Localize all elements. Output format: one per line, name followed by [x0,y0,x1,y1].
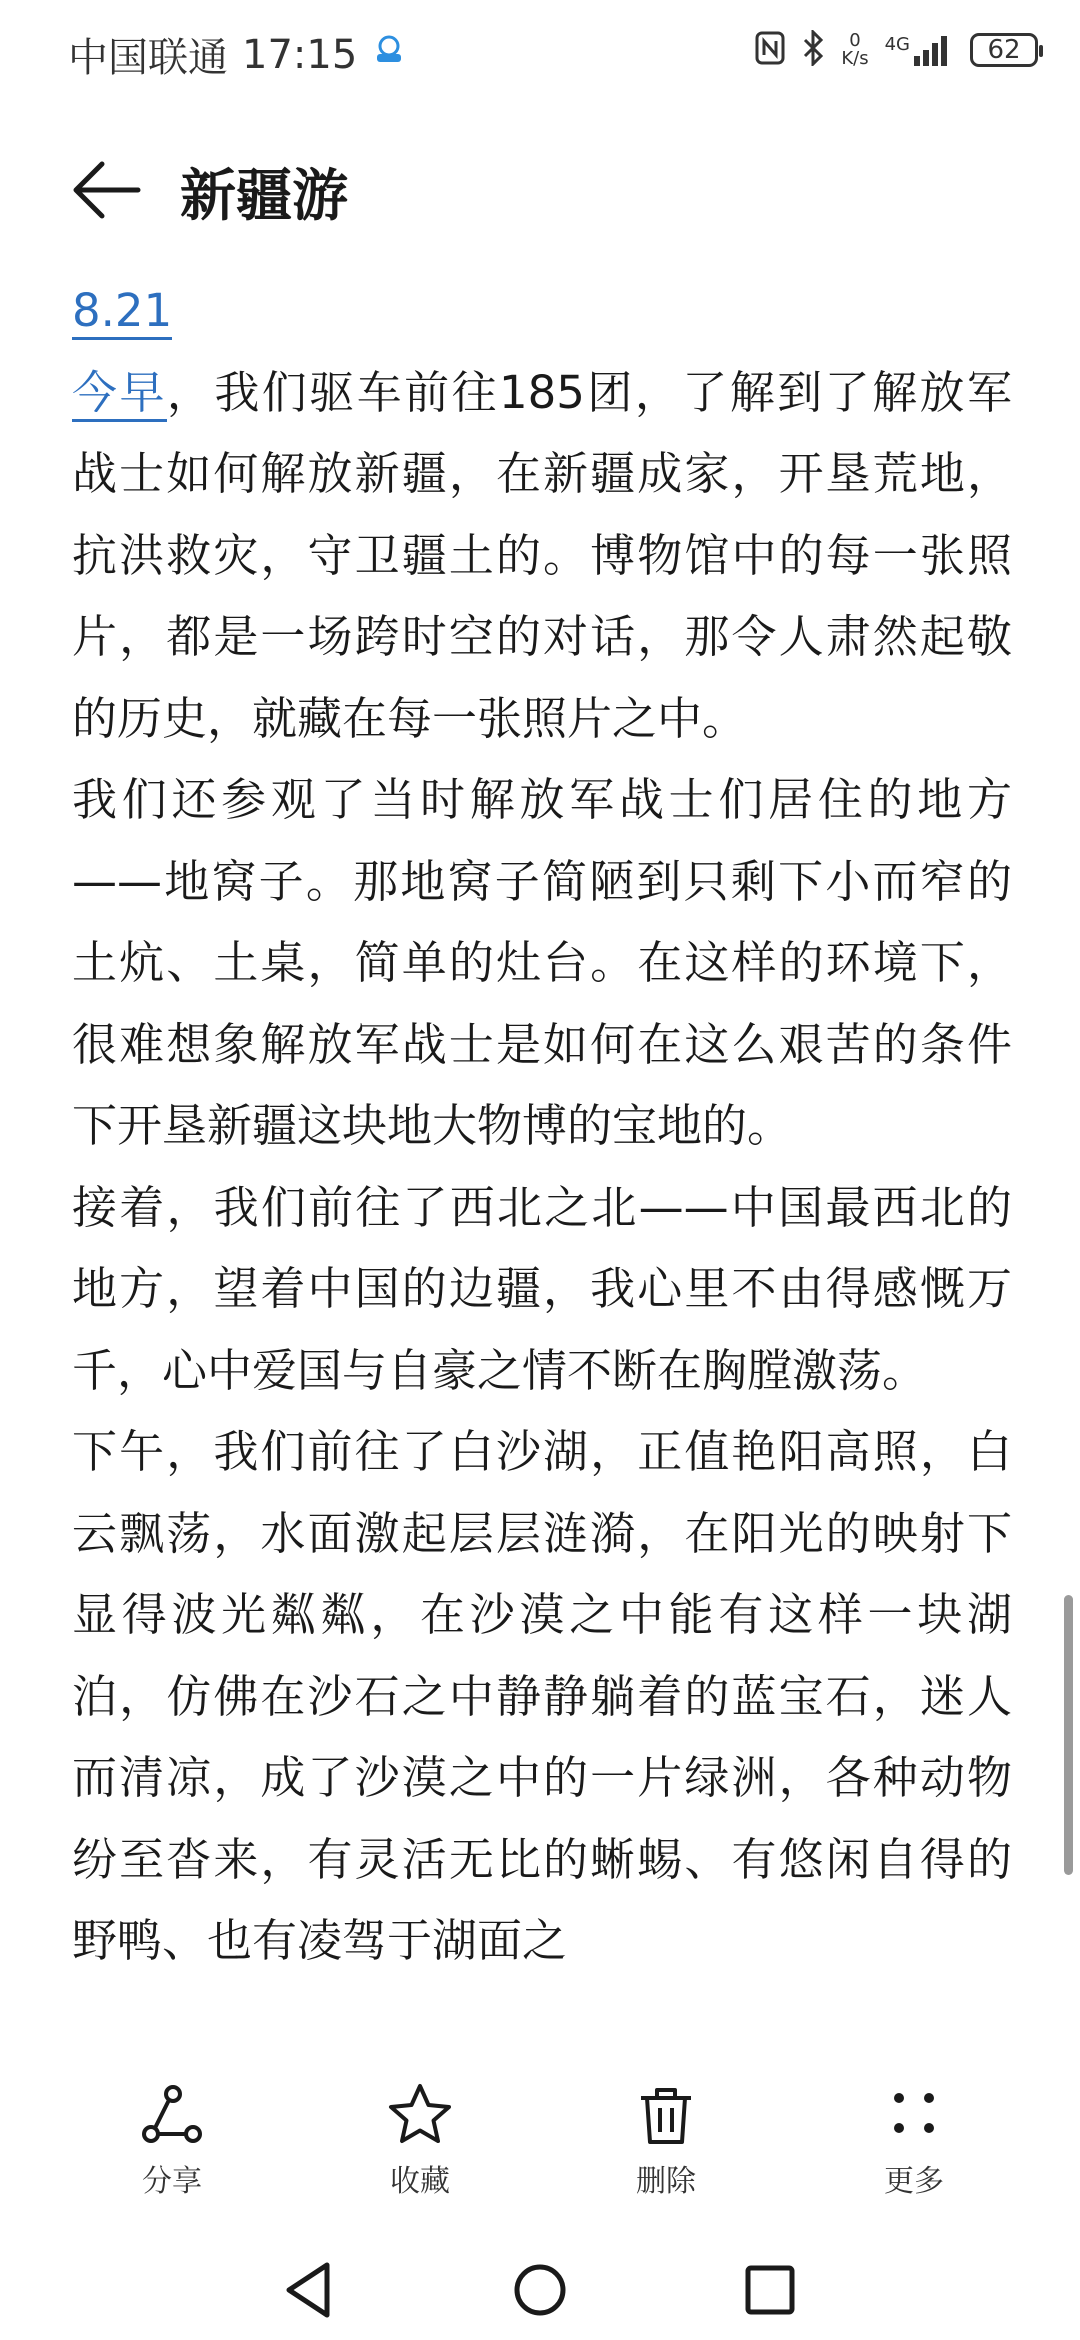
clock: 17:15 [242,31,358,78]
status-left [68,26,407,83]
time-link[interactable]: 今早 [72,366,167,422]
date-line [72,270,1012,352]
signal-icon [885,34,952,66]
arrow-left-icon [68,158,142,222]
favorite-label: 收藏 [390,2164,450,2199]
page-title: 新疆游 [180,164,348,229]
nav-recents-button[interactable] [735,2255,805,2325]
battery-indicator [970,33,1038,67]
star-icon [385,2080,455,2150]
note-content[interactable] [72,270,1012,2060]
status-bar [0,0,1080,105]
scrollbar-thumb[interactable] [1064,1595,1073,1875]
carrier-name: 中国联通 [68,35,228,81]
date-link[interactable]: 8.21 [72,284,172,340]
favorite-button[interactable] [340,2080,500,2200]
share-button[interactable] [92,2080,252,2200]
delete-button[interactable] [586,2080,746,2200]
app-bar [0,130,1080,250]
paragraph-1 [72,352,1012,760]
delete-label: 删除 [636,2164,696,2199]
speed-value: 0 [849,30,861,51]
battery-level: 62 [987,35,1021,65]
network-type: 4G [884,34,910,55]
network-speed [841,32,868,68]
more-label: 更多 [884,2164,944,2199]
nav-home-button[interactable] [505,2255,575,2325]
back-button[interactable] [68,158,142,222]
bluetooth-icon [801,30,825,70]
paragraph-2: 我们还参观了当时解放军战士们居住的地方——地窝子。那地窝子简陋到只剩下小而窄的土炕、土桌，简单的灶台。在这样的环境下，很难想象解放军战士是如何在这么艰苦的条件下开垦新疆这块地大物博的宝地的。 [72,773,1012,1152]
paragraph-1-text: ，我们驱车前往185团，了解到了解放军战士如何解放新疆，在新疆成家，开垦荒地，抗洪救灾，守卫疆土的。博物馆中的每一张照片，都是一场跨时空的对话，那令人肃然起敬的历史，就藏在每一张照片之中。 [72,365,1012,745]
cloud-notification-icon [371,32,407,78]
nfc-icon [755,31,785,69]
circle-home-icon [505,2255,575,2325]
more-dots-icon [879,2080,949,2150]
share-icon [137,2080,207,2150]
speed-unit: K/s [841,48,869,69]
nav-back-button[interactable] [275,2255,345,2325]
status-right [739,30,1038,70]
share-label: 分享 [142,2164,202,2199]
system-navigation-bar [0,2235,1080,2340]
trash-icon [631,2080,701,2150]
paragraph-3: 接着，我们前往了西北之北——中国最西北的地方，望着中国的边疆，我心里不由得感慨万千，心中爱国与自豪之情不断在胸膛激荡。 [72,1180,1012,1397]
square-recents-icon [735,2255,805,2325]
paragraph-4: 下午，我们前往了白沙湖，正值艳阳高照，白云飘荡，水面激起层层涟漪，在阳光的映射下显得波光粼粼，在沙漠之中能有这样一块湖泊，仿佛在沙石之中静静躺着的蓝宝石，迷人而清凉，成了沙漠之中的一片绿洲，各种动物纷至沓来，有灵活无比的蜥蜴、有悠闲自得的野鸭、也有凌驾于湖面之 [72,1425,1012,1967]
triangle-back-icon [275,2255,345,2325]
bottom-toolbar [0,2080,1080,2210]
more-button[interactable] [834,2080,994,2200]
